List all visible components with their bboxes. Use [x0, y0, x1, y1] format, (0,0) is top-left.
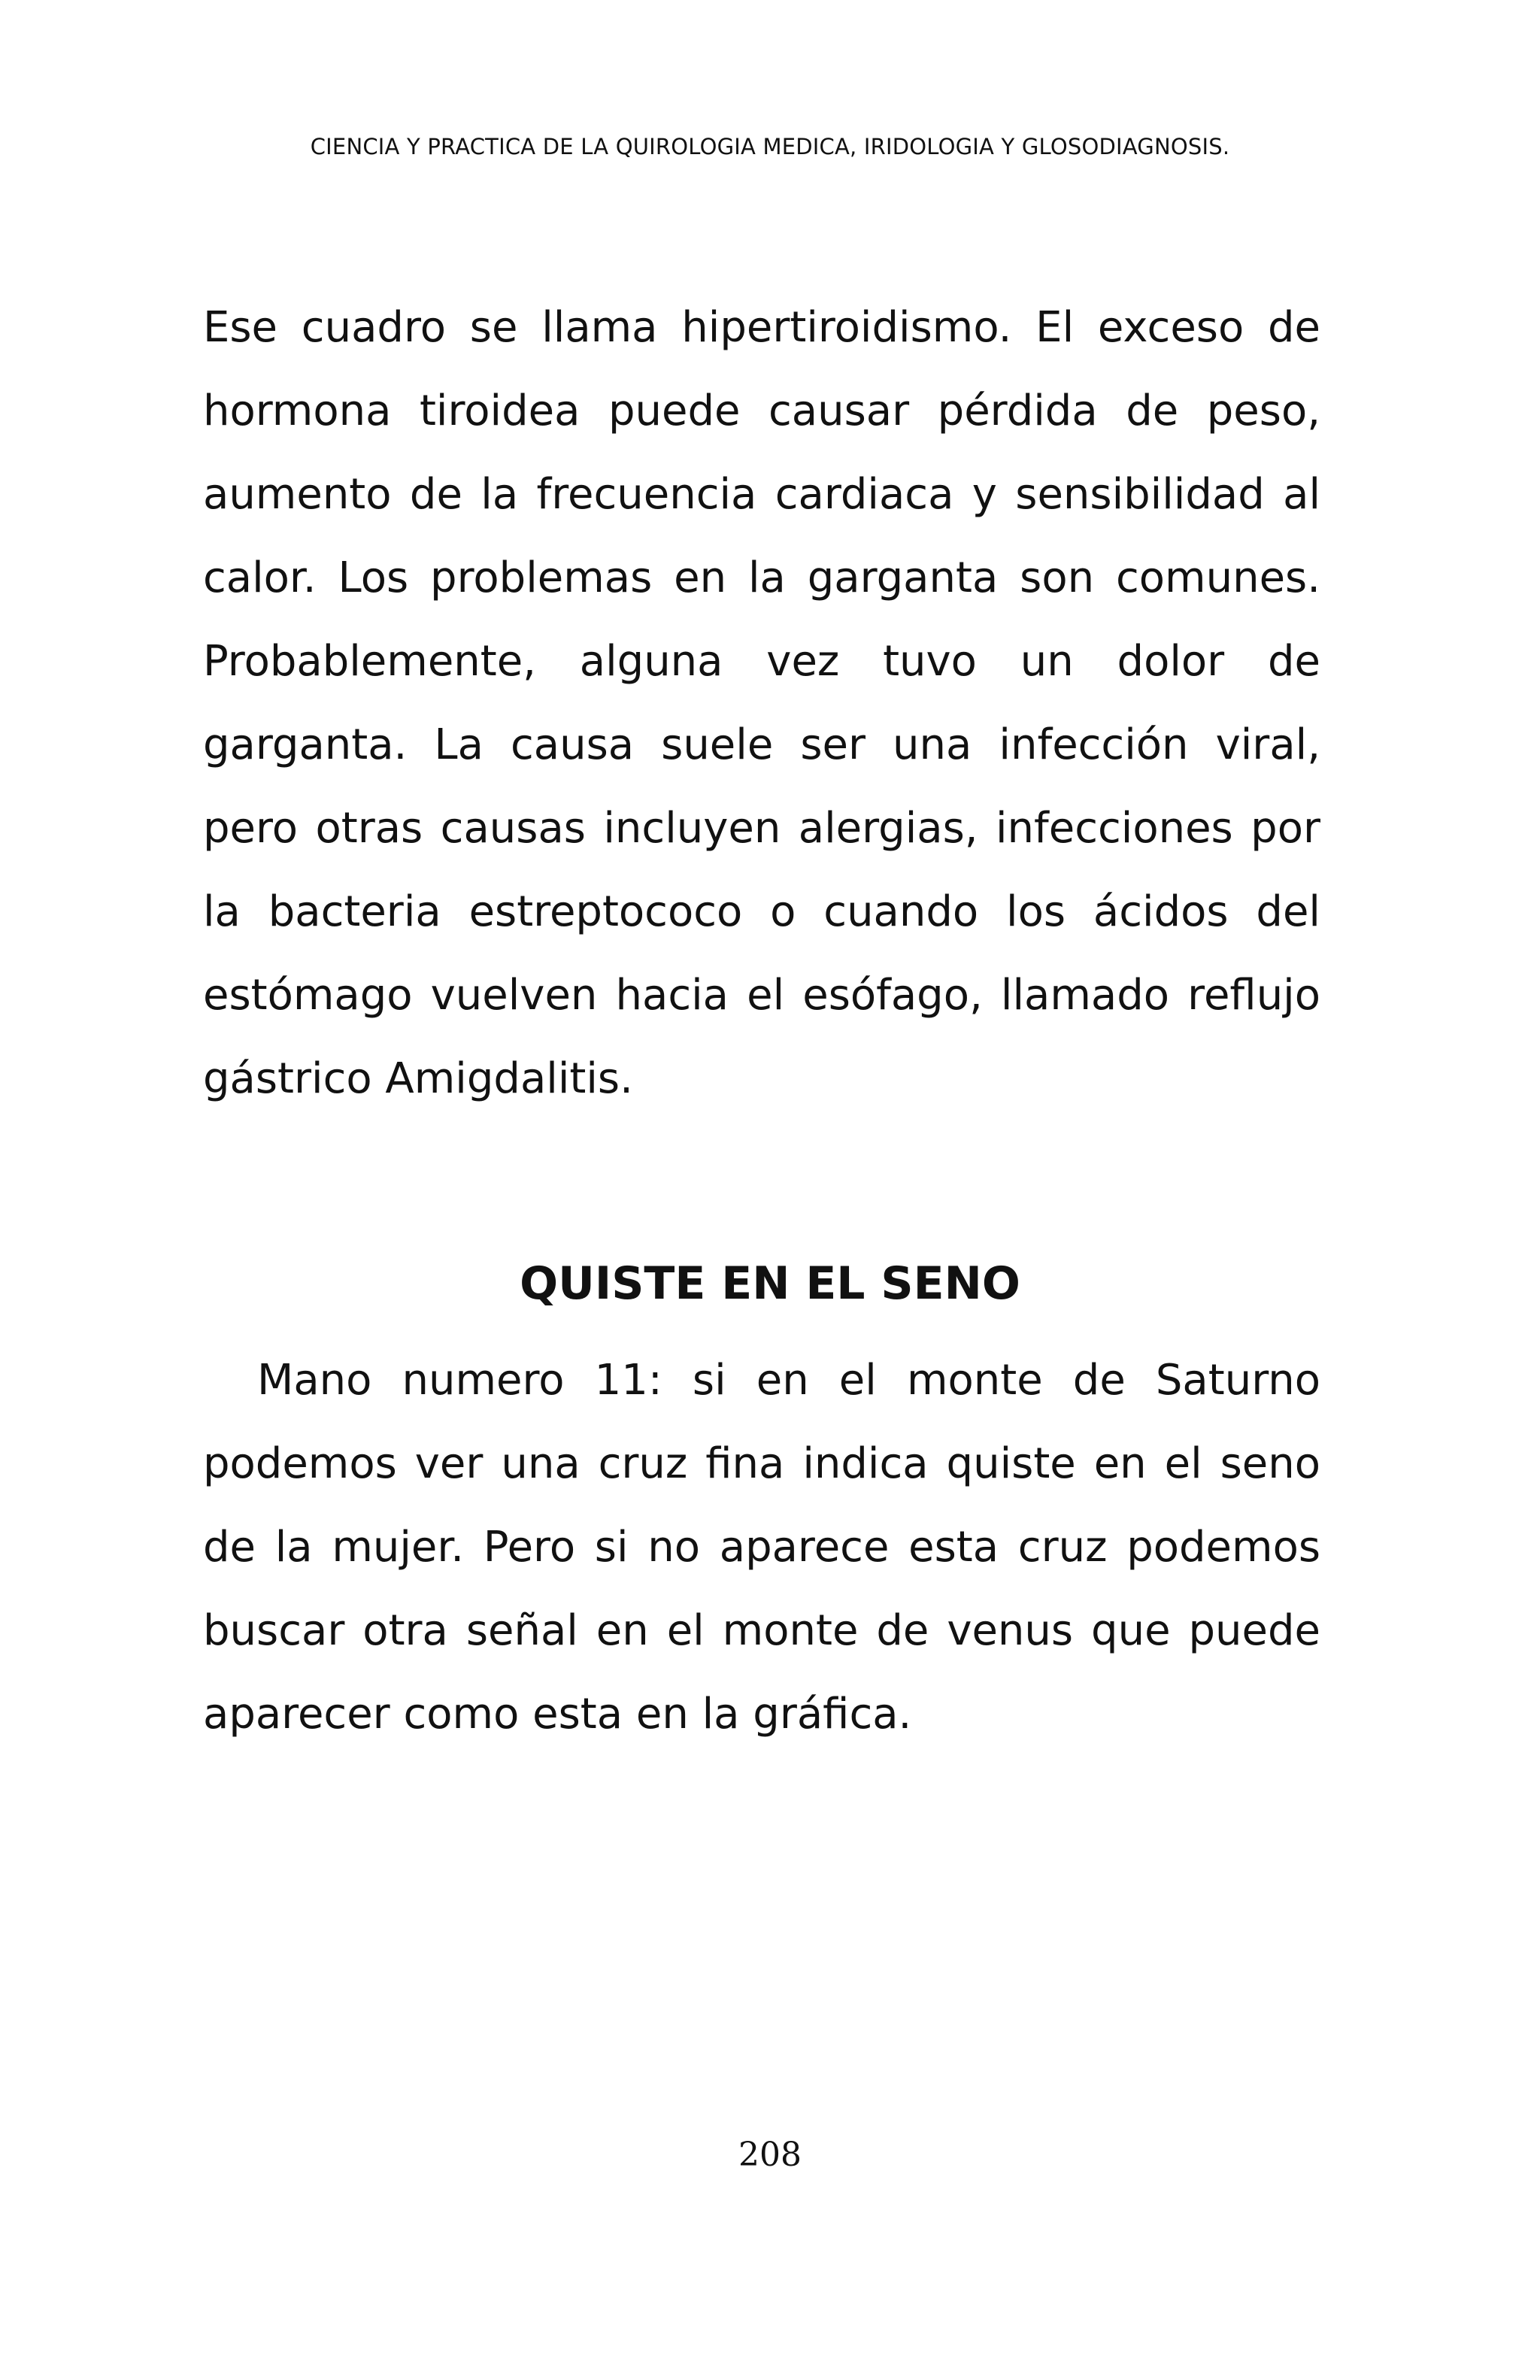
- body-paragraph-hipertiroidismo: Ese cuadro se llama hipertiroidismo. El exceso de hormona tiroidea puede causar pérdida de peso, aumento de la frecuencia cardiaca y sensibilidad al calor. Los problemas en la garganta son comunes. Probablemente, alguna vez tuvo un dolor de garganta. La causa suele ser una infección viral, pero otras causas incluyen alergias, infecciones por la bacteria estreptococo o cuando los ácidos del estómago vuelven hacia el esófago, llamado reflujo gástrico Amigdalitis.: [203, 303, 1320, 1103]
- page-number: 208: [738, 2136, 802, 2174]
- body-paragraph-quiste: Mano numero 11: si en el monte de Saturno podemos ver una cruz fina indica quiste en el seno de la mujer. Pero si no aparece esta cruz podemos buscar otra señal en el monte de venus que puede aparecer como esta en la gráfica.: [203, 1356, 1320, 1739]
- section-heading: QUISTE EN EL SENO: [520, 1257, 1020, 1310]
- running-header-title: CIENCIA Y PRACTICA DE LA QUIROLOGIA MEDICA, IRIDOLOGIA Y GLOSODIAGNOSIS.: [310, 134, 1230, 159]
